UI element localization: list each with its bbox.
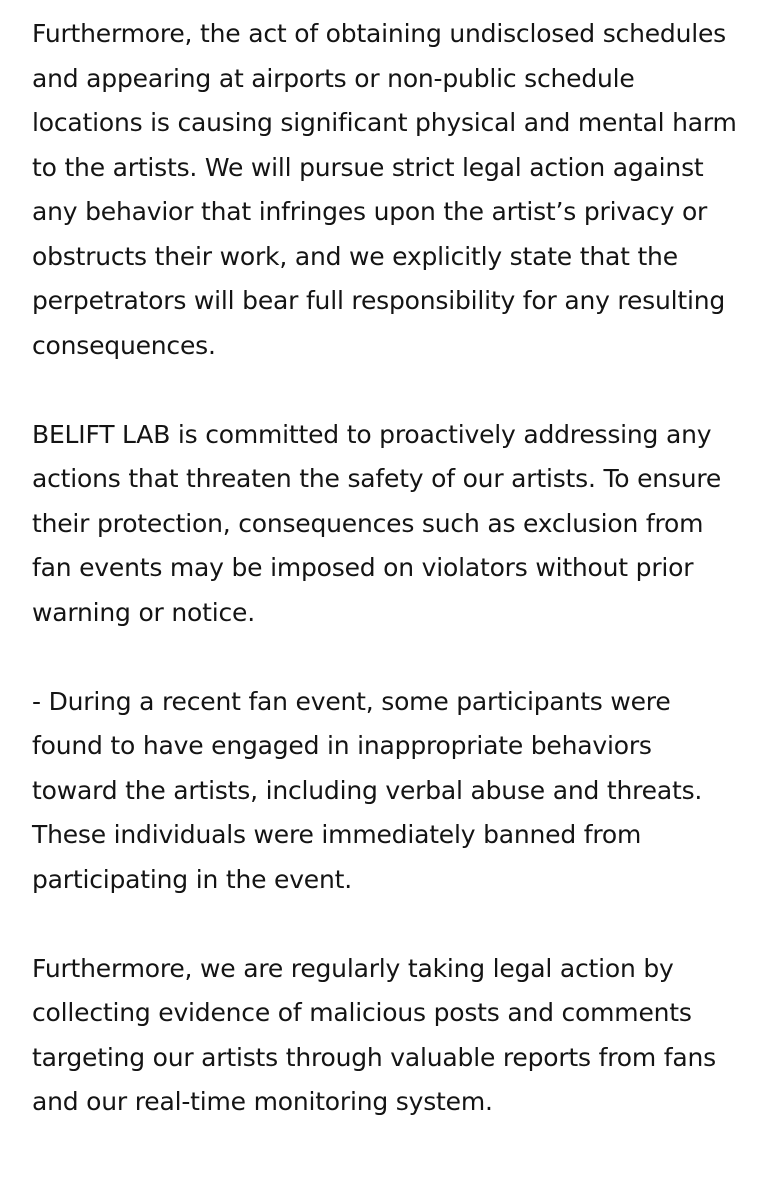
paragraph-legal-action: Furthermore, we are regularly taking legal action by collecting evidence of malicious posts and comments targeting our artists through valuable reports from fans and our real-time monitoring system. — [32, 953, 716, 1116]
paragraph-safety-commitment: BELIFT LAB is committed to proactively addressing any actions that threaten the safety of our artists. To ensure their protection, consequences such as exclusion from fan events may be imposed on violators without prior warning or notice. — [32, 419, 722, 627]
paragraph-schedule-harm: Furthermore, the act of obtaining undisclosed schedules and appearing at airports or non-public schedule locations is causing significant physical and mental harm to the artists. We will pursue strict legal action against any behavior that infringes upon the artist’s privacy or obstructs their work, and we explicitly state that the perpetrators will bear full responsibility for any resulting consequences. — [32, 19, 737, 360]
paragraph-fan-event-ban: - During a recent fan event, some participants were found to have engaged in inappropriate behaviors toward the artists, including verbal abuse and threats. These individuals were immediately banned from participating in the event. — [32, 686, 703, 894]
